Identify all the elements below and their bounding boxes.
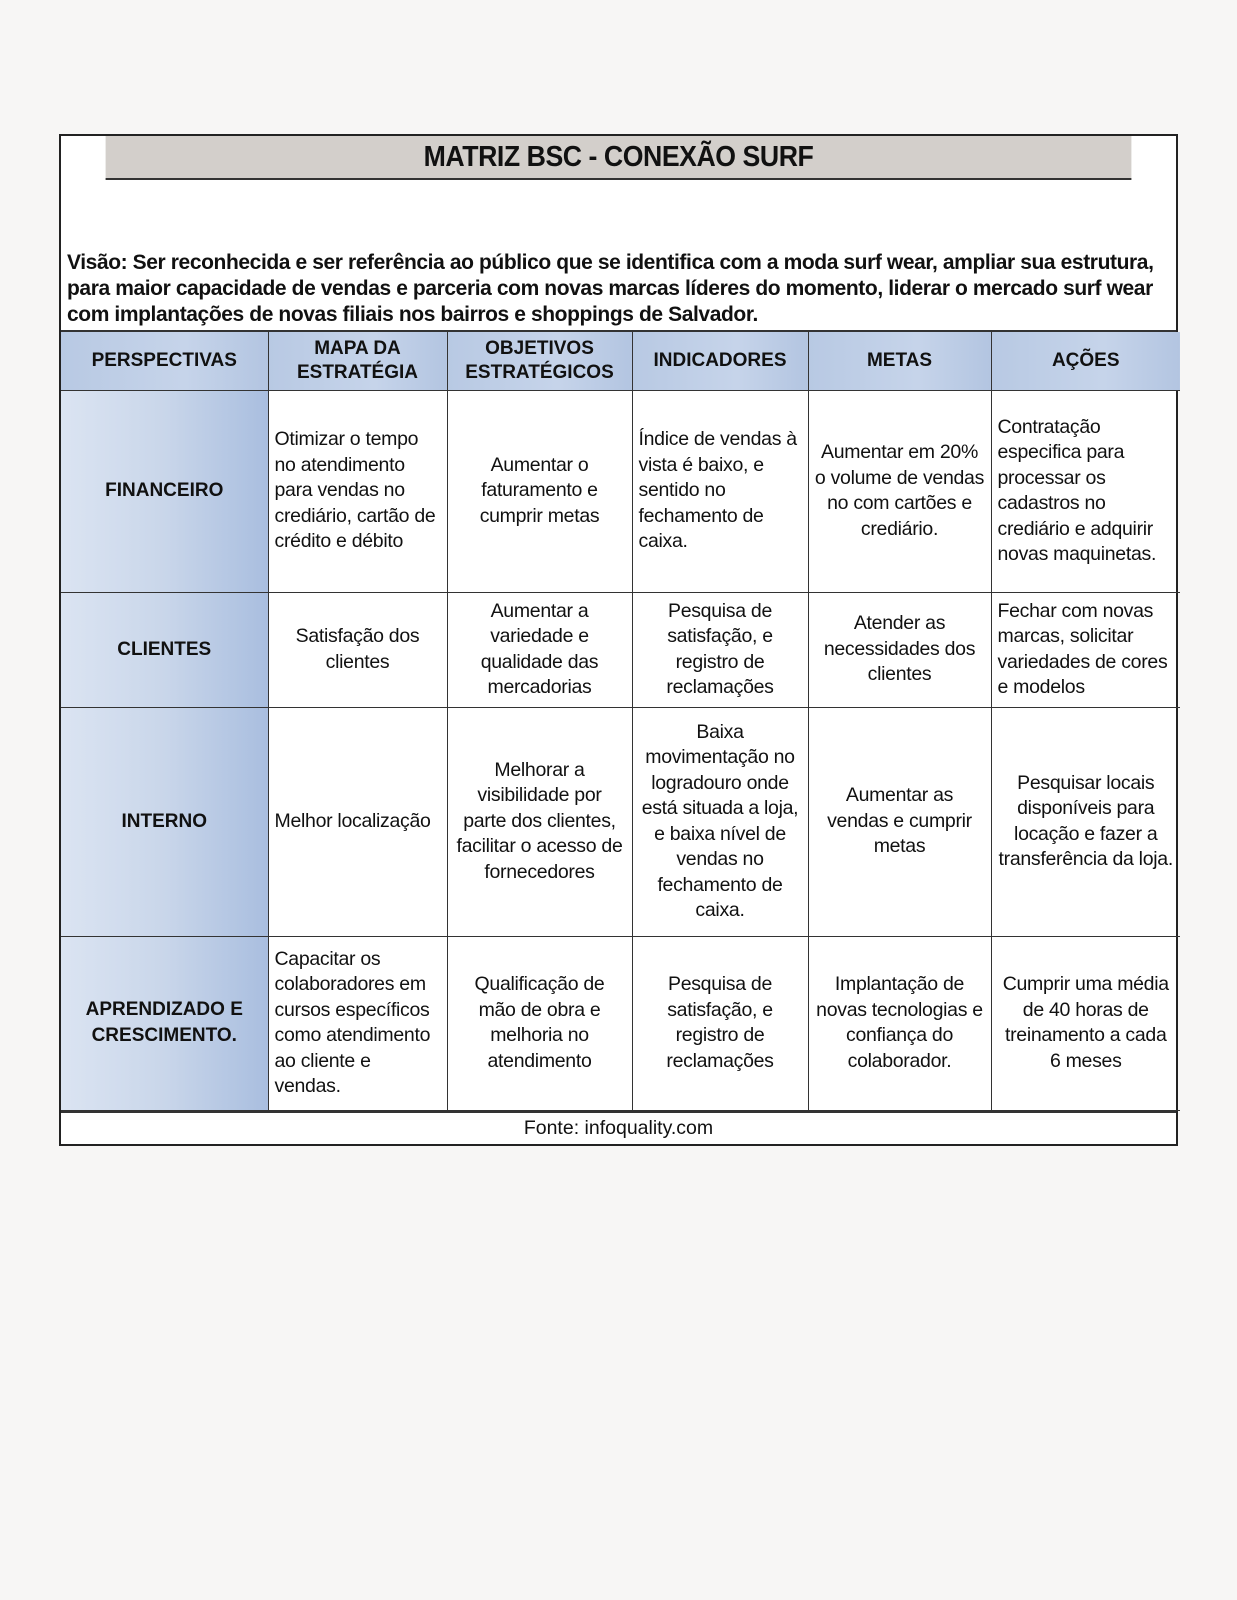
matrix-title: MATRIZ BSC - CONEXÃO SURF: [106, 136, 1132, 180]
header-metas: METAS: [808, 332, 991, 390]
table-row: [61, 390, 1180, 592]
perspective-cell: APRENDIZADO E CRESCIMENTO.: [61, 936, 268, 1110]
vision-section: [61, 180, 1176, 332]
header-row: [61, 332, 1180, 390]
header-objetivos: OBJETIVOS ESTRATÉGICOS: [447, 332, 632, 390]
perspective-cell: FINANCEIRO: [61, 390, 268, 592]
metas-cell: Implantação de novas tecnologias e confiança do colaborador.: [808, 936, 991, 1110]
vision-text: Visão: Ser reconhecida e ser referência ao público que se identifica com a moda surf wear, ampliar sua estrutura, para maior capacidade de vendas e parceria com novas marcas líderes do momento, liderar o mercado surf wear com implantações de novas filiais nos bairros e shoppings de Salvador.: [67, 251, 1154, 326]
indicadores-cell: Índice de vendas à vista é baixo, e sentido no fechamento de caixa.: [632, 390, 808, 592]
bsc-table: [61, 332, 1180, 1111]
metas-cell: Aumentar em 20% o volume de vendas no com cartões e crediário.: [808, 390, 991, 592]
objetivos-cell: Aumentar a variedade e qualidade das mercadorias: [447, 592, 632, 707]
source-footer: Fonte: infoquality.com: [61, 1111, 1176, 1144]
mapa-cell: Satisfação dos clientes: [268, 592, 447, 707]
objetivos-cell: Melhorar a visibilidade por parte dos clientes, facilitar o acesso de fornecedores: [447, 707, 632, 936]
acoes-cell: Cumprir uma média de 40 horas de treinamento a cada 6 meses: [991, 936, 1180, 1110]
metas-cell: Atender as necessidades dos clientes: [808, 592, 991, 707]
mapa-cell: Otimizar o tempo no atendimento para vendas no crediário, cartão de crédito e débito: [268, 390, 447, 592]
acoes-cell: Contratação especifica para processar os cadastros no crediário e adquirir novas maquinetas.: [991, 390, 1180, 592]
perspective-cell: INTERNO: [61, 707, 268, 936]
header-mapa: MAPA DA ESTRATÉGIA: [268, 332, 447, 390]
objetivos-cell: Qualificação de mão de obra e melhoria no atendimento: [447, 936, 632, 1110]
header-indicadores: INDICADORES: [632, 332, 808, 390]
indicadores-cell: Pesquisa de satisfação, e registro de reclamações: [632, 936, 808, 1110]
header-perspectivas: PERSPECTIVAS: [61, 332, 268, 390]
mapa-cell: Melhor localização: [268, 707, 447, 936]
table-row: [61, 707, 1180, 936]
header-acoes: AÇÕES: [991, 332, 1180, 390]
mapa-cell: Capacitar os colaboradores em cursos específicos como atendimento ao cliente e vendas.: [268, 936, 447, 1110]
acoes-cell: Fechar com novas marcas, solicitar variedades de cores e modelos: [991, 592, 1180, 707]
table-row: [61, 592, 1180, 707]
acoes-cell: Pesquisar locais disponíveis para locação e fazer a transferência da loja.: [991, 707, 1180, 936]
bsc-matrix: [59, 134, 1178, 1146]
metas-cell: Aumentar as vendas e cumprir metas: [808, 707, 991, 936]
perspective-cell: CLIENTES: [61, 592, 268, 707]
indicadores-cell: Pesquisa de satisfação, e registro de reclamações: [632, 592, 808, 707]
indicadores-cell: Baixa movimentação no logradouro onde está situada a loja, e baixa nível de vendas no fechamento de caixa.: [632, 707, 808, 936]
objetivos-cell: Aumentar o faturamento e cumprir metas: [447, 390, 632, 592]
table-row: [61, 936, 1180, 1110]
